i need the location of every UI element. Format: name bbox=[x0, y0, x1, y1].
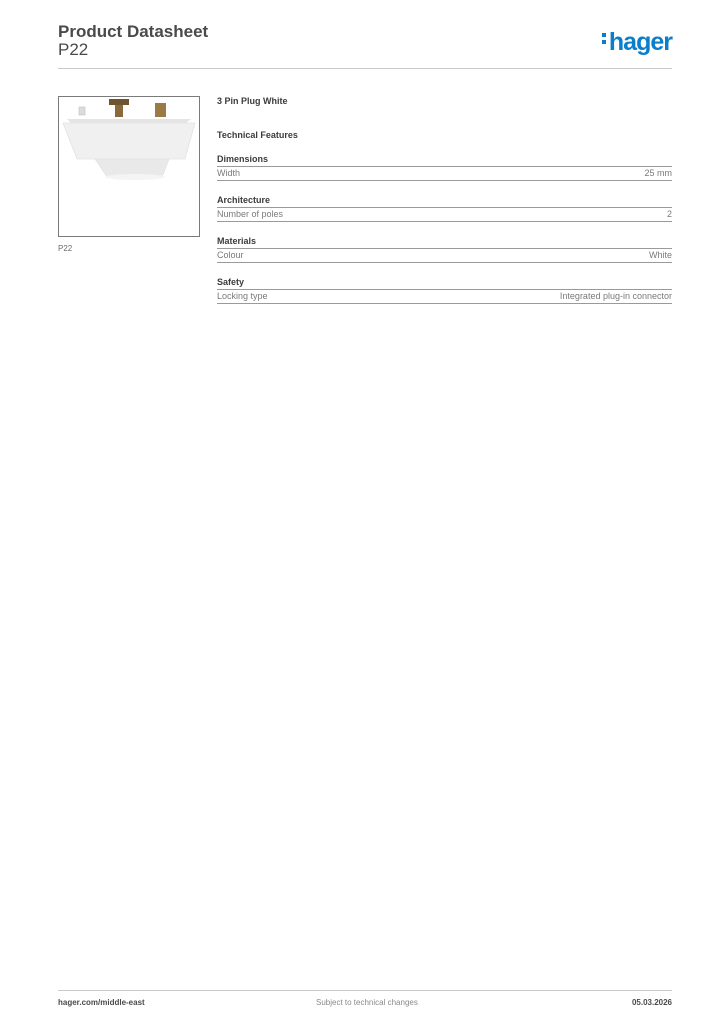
spec-row bbox=[217, 290, 672, 304]
spec-group-architecture bbox=[217, 195, 672, 222]
page-title: Product Datasheet bbox=[58, 22, 209, 41]
spec-value: 25 mm bbox=[644, 168, 672, 178]
image-caption: P22 bbox=[58, 244, 73, 253]
footer-website-link[interactable]: hager.com/middle-east bbox=[58, 998, 145, 1007]
pin-right bbox=[155, 103, 166, 117]
spec-row bbox=[217, 208, 672, 222]
spec-group-dimensions bbox=[217, 154, 672, 181]
spec-label: Width bbox=[217, 168, 241, 178]
footer-disclaimer: Subject to technical changes bbox=[316, 998, 418, 1007]
group-title: Safety bbox=[217, 277, 672, 290]
group-title: Materials bbox=[217, 236, 672, 249]
spec-group-safety bbox=[217, 277, 672, 304]
spec-label: Number of poles bbox=[217, 209, 284, 219]
header-divider bbox=[58, 68, 672, 69]
spec-group-materials bbox=[217, 236, 672, 263]
product-image bbox=[58, 96, 200, 237]
logo-dots-icon bbox=[602, 30, 607, 47]
footer-divider bbox=[58, 990, 672, 991]
features-heading: Technical Features bbox=[217, 130, 298, 140]
hager-logo[interactable] bbox=[602, 28, 672, 57]
group-title: Architecture bbox=[217, 195, 672, 208]
product-name: 3 Pin Plug White bbox=[217, 96, 288, 106]
spec-label: Colour bbox=[217, 250, 244, 260]
footer-date: 05.03.2026 bbox=[631, 998, 672, 1007]
spec-label: Locking type bbox=[217, 291, 268, 301]
product-code: P22 bbox=[58, 40, 89, 59]
plug-illustration-icon bbox=[59, 97, 199, 236]
spec-row bbox=[217, 167, 672, 181]
spec-value: Integrated plug-in connector bbox=[559, 291, 672, 301]
spec-value: 2 bbox=[666, 209, 672, 219]
group-title: Dimensions bbox=[217, 154, 672, 167]
spec-section bbox=[217, 96, 672, 304]
spec-value: White bbox=[648, 250, 672, 260]
logo-text: hager bbox=[608, 28, 672, 56]
spec-row bbox=[217, 249, 672, 263]
